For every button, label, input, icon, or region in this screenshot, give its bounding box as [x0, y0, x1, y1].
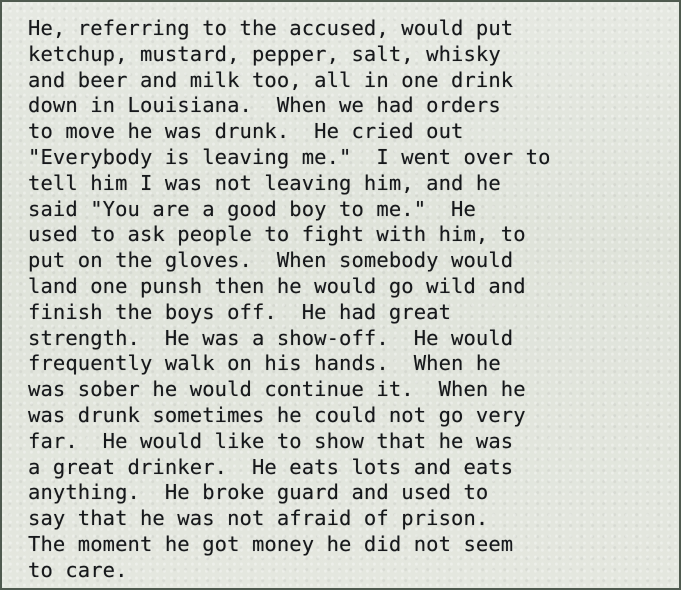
typewritten-text-block — [28, 16, 668, 584]
text-line-21: The moment he got money he did not seem — [28, 531, 514, 556]
text-line-7: tell him I was not leaving him, and he — [28, 170, 501, 195]
text-line-9: used to ask people to fight with him, to — [28, 222, 526, 247]
text-line-15: was sober he would continue it. When he — [28, 377, 526, 402]
text-line-14: frequently walk on his hands. When he — [28, 351, 501, 376]
text-line-22: to care. — [28, 557, 128, 582]
text-line-6: "Everybody is leaving me." I went over to — [28, 144, 551, 169]
text-line-8: said "You are a good boy to me." He — [28, 196, 476, 221]
text-line-16: was drunk sometimes he could not go very — [28, 402, 526, 427]
text-line-17: far. He would like to show that he was — [28, 428, 514, 453]
text-line-4: down in Louisiana. When we had orders — [28, 93, 501, 118]
text-line-11: land one punsh then he would go wild and — [28, 273, 526, 298]
text-line-1: He, referring to the accused, would put — [28, 16, 514, 40]
text-line-13: strength. He was a show-off. He would — [28, 325, 514, 350]
text-line-19: anything. He broke guard and used to — [28, 480, 489, 505]
text-line-10: put on the gloves. When somebody would — [28, 248, 514, 273]
text-line-2: ketchup, mustard, pepper, salt, whisky — [28, 41, 501, 66]
text-line-3: and beer and milk too, all in one drink — [28, 67, 514, 92]
text-line-18: a great drinker. He eats lots and eats — [28, 454, 514, 479]
text-line-5: to move he was drunk. He cried out — [28, 119, 464, 144]
text-line-12: finish the boys off. He had great — [28, 299, 452, 324]
text-line-20: say that he was not afraid of prison. — [28, 506, 489, 531]
